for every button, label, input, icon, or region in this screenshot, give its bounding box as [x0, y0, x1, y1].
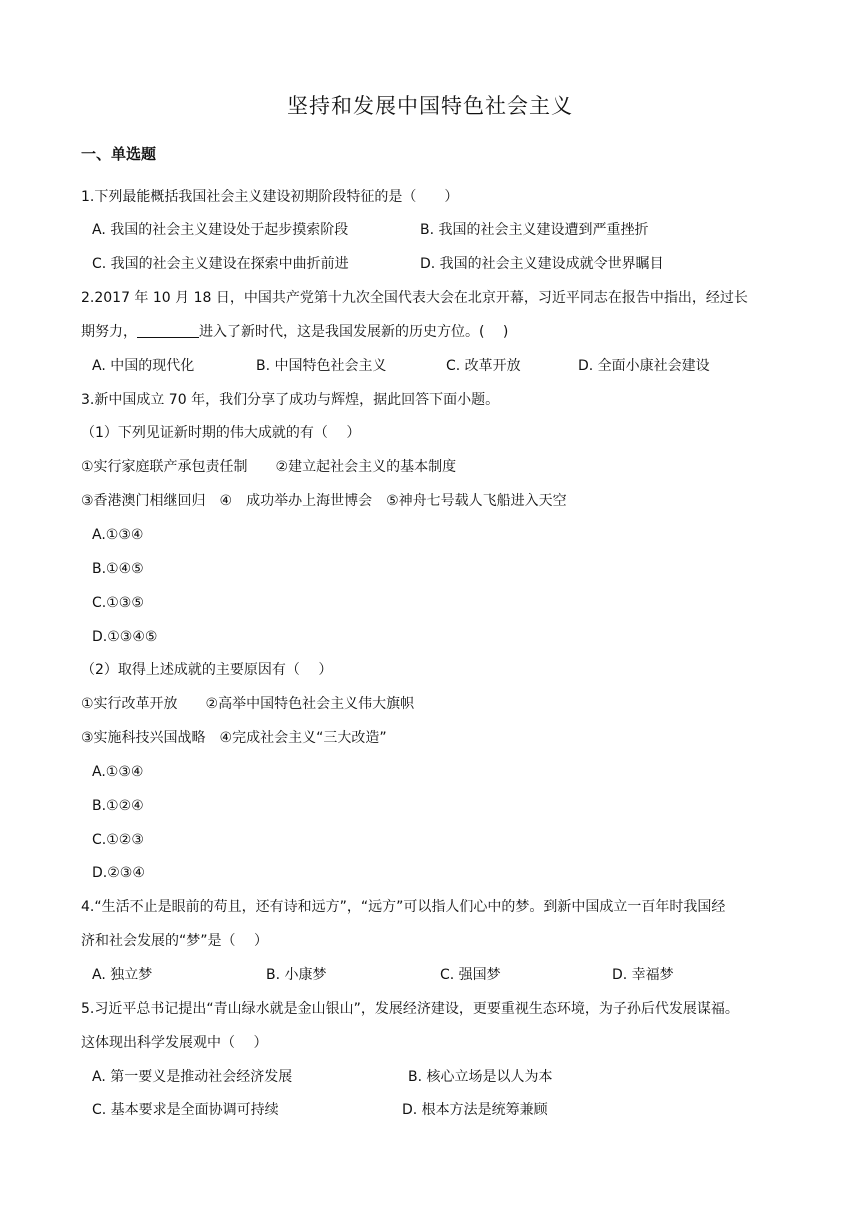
q3-stem: 3.新中国成立 70 年，我们分享了成功与辉煌，据此回答下面小题。: [81, 392, 500, 408]
q5-stem-line1: 5.习近平总书记提出“青山绿水就是金山银山”，发展经济建设，更要重视生态环境，为子孙后代发展谋福。: [81, 1001, 739, 1017]
q4-option-d[interactable]: D. 幸福梦: [612, 967, 674, 983]
q3-sub1-option-d[interactable]: D.①③④⑤: [92, 629, 158, 645]
q2-stem-suffix: 进入了新时代，这是我国发展新的历史方位。( ): [199, 324, 509, 340]
q3-sub1-option-c[interactable]: C.①③⑤: [92, 595, 144, 611]
q2-stem-line2: [81, 322, 508, 342]
q3-sub1-items-line2: ③香港澳门相继回归 ④ 成功举办上海世博会 ⑤神舟七号载人飞船进入天空: [81, 493, 567, 509]
q3-sub2-items-line1: ①实行改革开放 ②高举中国特色社会主义伟大旗帜: [81, 696, 415, 712]
q3-sub1-items-line1: ①实行家庭联产承包责任制 ②建立起社会主义的基本制度: [81, 459, 457, 475]
q2-option-c[interactable]: C. 改革开放: [446, 358, 521, 374]
q1-option-c[interactable]: C. 我国的社会主义建设在探索中曲折前进: [92, 256, 349, 272]
q5-option-c[interactable]: C. 基本要求是全面协调可持续: [92, 1102, 279, 1118]
q3-sub1-stem: （1）下列见证新时期的伟大成就的有（ ）: [81, 425, 361, 441]
q2-stem-prefix: 期努力，: [81, 324, 137, 340]
q4-stem-line1: 4.“生活不止是眼前的苟且，还有诗和远方”，“远方”可以指人们心中的梦。到新中国成立一百年时我国经: [81, 899, 726, 915]
q3-sub2-option-d[interactable]: D.②③④: [92, 865, 145, 881]
q5-option-d[interactable]: D. 根本方法是统筹兼顾: [402, 1102, 548, 1118]
q3-sub1-option-a[interactable]: A.①③④: [92, 527, 144, 543]
section-heading: 一、单选题: [81, 145, 157, 163]
page-title: 坚持和发展中国特色社会主义: [287, 94, 573, 118]
q3-sub2-option-a[interactable]: A.①③④: [92, 764, 144, 780]
q3-sub2-items-line2: ③实施科技兴国战略 ④完成社会主义“三大改造”: [81, 730, 387, 746]
q3-sub2-option-c[interactable]: C.①②③: [92, 832, 144, 848]
q3-sub2-option-b[interactable]: B.①②④: [92, 798, 144, 814]
q4-stem-line2: 济和社会发展的“梦”是（ ）: [81, 933, 268, 949]
q4-option-b[interactable]: B. 小康梦: [266, 967, 327, 983]
q2-stem-line1: 2.2017 年 10 月 18 日，中国共产党第十九次全国代表大会在北京开幕，习近平同志在报告中指出，经过长: [81, 290, 748, 306]
q1-stem: 1.下列最能概括我国社会主义建设初期阶段特征的是（ ）: [81, 189, 459, 205]
q1-option-a[interactable]: A. 我国的社会主义建设处于起步摸索阶段: [92, 222, 349, 238]
q4-option-c[interactable]: C. 强国梦: [440, 967, 501, 983]
fill-blank: [137, 323, 199, 338]
q2-option-d[interactable]: D. 全面小康社会建设: [578, 358, 710, 374]
q2-option-b[interactable]: B. 中国特色社会主义: [256, 358, 387, 374]
q5-option-b[interactable]: B. 核心立场是以人为本: [408, 1069, 553, 1085]
q2-option-a[interactable]: A. 中国的现代化: [92, 358, 195, 374]
q1-option-b[interactable]: B. 我国的社会主义建设遭到严重挫折: [420, 222, 649, 238]
q4-option-a[interactable]: A. 独立梦: [92, 967, 153, 983]
q5-option-a[interactable]: A. 第一要义是推动社会经济发展: [92, 1069, 293, 1085]
q3-sub2-stem: （2）取得上述成就的主要原因有（ ）: [81, 662, 333, 678]
q1-option-d[interactable]: D. 我国的社会主义建设成就令世界瞩目: [420, 256, 664, 272]
q5-stem-line2: 这体现出科学发展观中（ ）: [81, 1035, 268, 1051]
q3-sub1-option-b[interactable]: B.①④⑤: [92, 561, 144, 577]
